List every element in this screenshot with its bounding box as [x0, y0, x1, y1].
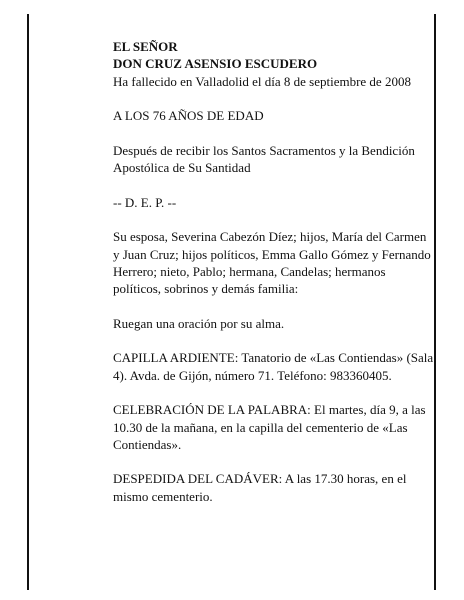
dep-line: -- D. E. P. --	[113, 194, 177, 210]
sacraments-line: Después de recibir los Santos Sacramentos y la Bendición Apostólica de Su Santidad	[113, 142, 415, 176]
death-notice: Ha fallecido en Valladolid el día 8 de septiembre de 2008	[113, 73, 411, 89]
chapel-paragraph: CAPILLA ARDIENTE: Tanatorio de «Las Contiendas» (Sala 4). Avda. de Gijón, número 71. Teléfono: 983360405.	[113, 350, 434, 383]
farewell-paragraph: DESPEDIDA DEL CADÁVER: A las 17.30 horas, en el mismo cementerio.	[113, 471, 407, 504]
family-paragraph: Su esposa, Severina Cabezón Díez; hijos, María del Carmen y Juan Cruz; hijos políticos, Emma Gallo Gómez y Fernando Herrero; nieto, Pablo; hermana, Candelas; hermanos políticos, sobrinos y demás familia:	[113, 229, 431, 297]
deceased-name: DON CRUZ ASENSIO ESCUDERO	[113, 56, 318, 72]
age-line: A LOS 76 AÑOS DE EDAD	[113, 108, 264, 124]
prayer-line: Ruegan una oración por su alma.	[113, 315, 285, 331]
celebration-paragraph: CELEBRACIÓN DE LA PALABRA: El martes, día 9, a las 10.30 de la mañana, en la capilla del cementerio de «Las Contiendas».	[113, 402, 426, 452]
left-border-line	[27, 14, 29, 590]
heading-title: EL SEÑOR	[113, 39, 178, 54]
heading-block	[113, 38, 435, 90]
obituary-text	[113, 38, 435, 522]
